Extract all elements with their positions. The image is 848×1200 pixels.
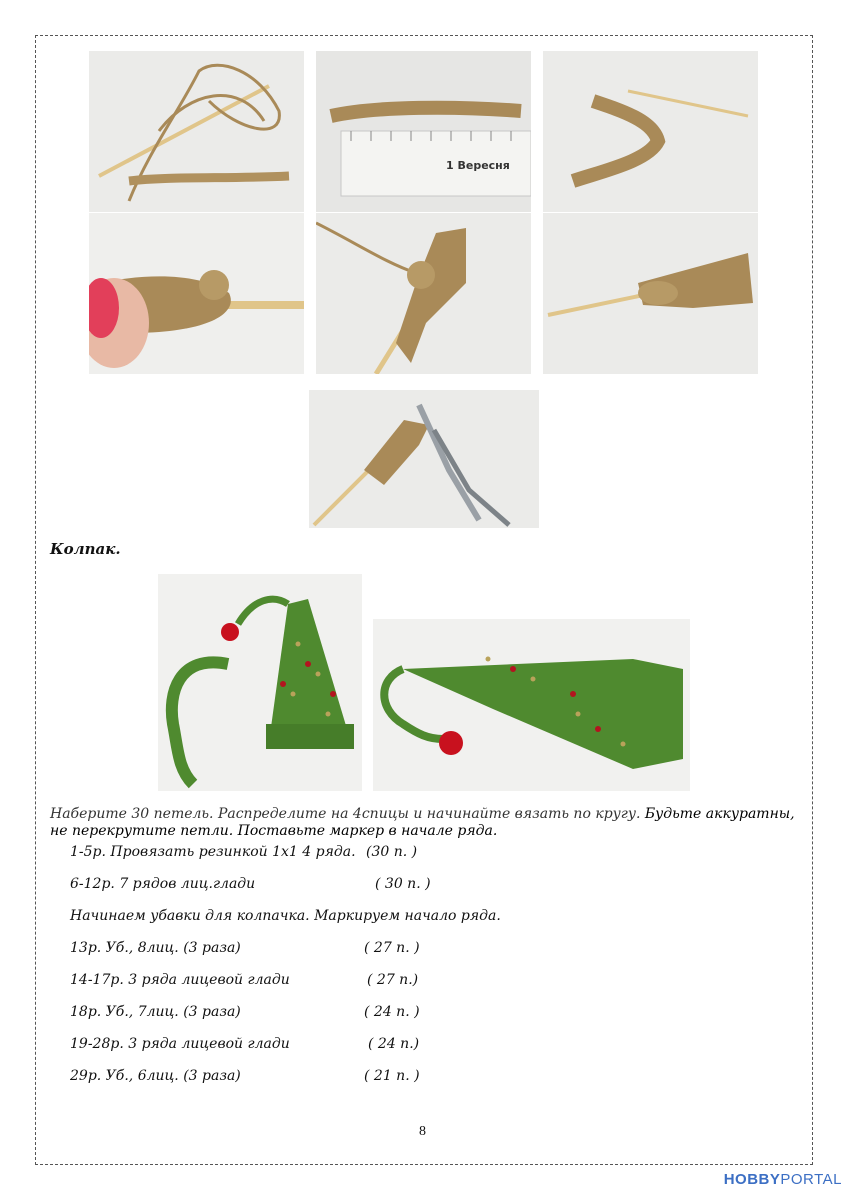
photo-hat-upright <box>158 574 362 791</box>
photo-hat-lying <box>373 619 690 791</box>
row-label: 14-17р. 3 ряда лицевой глади <box>70 972 290 988</box>
row-label: Начинаем убавки для колпачка. Маркируем начало ряда. <box>70 908 501 924</box>
row-5 <box>70 972 419 988</box>
row-6 <box>70 1004 420 1020</box>
logo-part-2: PORTAL <box>780 1171 842 1188</box>
logo-part-1: HOBBY <box>723 1171 781 1188</box>
page-number: 8 <box>419 1124 426 1139</box>
hobbyportal-logo[interactable] <box>724 1171 842 1188</box>
photo-twine-and-skewer <box>89 51 304 212</box>
photo-finished-broom <box>543 213 758 374</box>
row-label: 19-28р. 3 ряда лицевой глади <box>70 1036 290 1052</box>
row-2 <box>70 876 431 892</box>
row-count: ( 21 п. ) <box>364 1068 420 1084</box>
instructions-paragraph <box>50 806 805 840</box>
section-title: Колпак. <box>50 540 121 558</box>
row-8 <box>70 1068 420 1084</box>
photo-wrapping-broom <box>316 213 531 374</box>
row-count: ( 30 п. ) <box>375 876 431 892</box>
row-label: 18р. Уб., 7лиц. (3 раза) <box>70 1004 241 1020</box>
row-count: ( 27 п.) <box>367 972 419 988</box>
row-label: 6-12р. 7 рядов лиц.глади <box>70 876 256 892</box>
row-count: ( 27 п. ) <box>364 940 420 956</box>
photo-folded-twine-with-skewer <box>543 51 758 212</box>
row-4 <box>70 940 420 956</box>
photo-binding-twine-hand <box>89 213 304 374</box>
row-count: ( 24 п.) <box>368 1036 420 1052</box>
photo-twine-bundle-with-ruler <box>316 51 531 212</box>
row-count: (30 п. ) <box>366 844 418 860</box>
row-1 <box>70 844 418 860</box>
ruler-label: 1 Вересня <box>446 159 510 172</box>
instructions-lead: Наберите 30 петель. Распределите на 4спицы и начинайте вязать по кругу. <box>50 806 641 822</box>
photo-trimming-broom-scissors <box>309 390 539 528</box>
row-7 <box>70 1036 420 1052</box>
row-label: 13р. Уб., 8лиц. (3 раза) <box>70 940 241 956</box>
row-3 <box>70 908 501 924</box>
instructions-emphasis: Будьте аккуратны, не перекрутите петли. Поставьте маркер в начале ряда. <box>50 806 795 839</box>
row-label: 1-5р. Провязать резинкой 1х1 4 ряда. <box>70 844 356 860</box>
row-label: 29р. Уб., 6лиц. (3 раза) <box>70 1068 241 1084</box>
row-count: ( 24 п. ) <box>364 1004 420 1020</box>
